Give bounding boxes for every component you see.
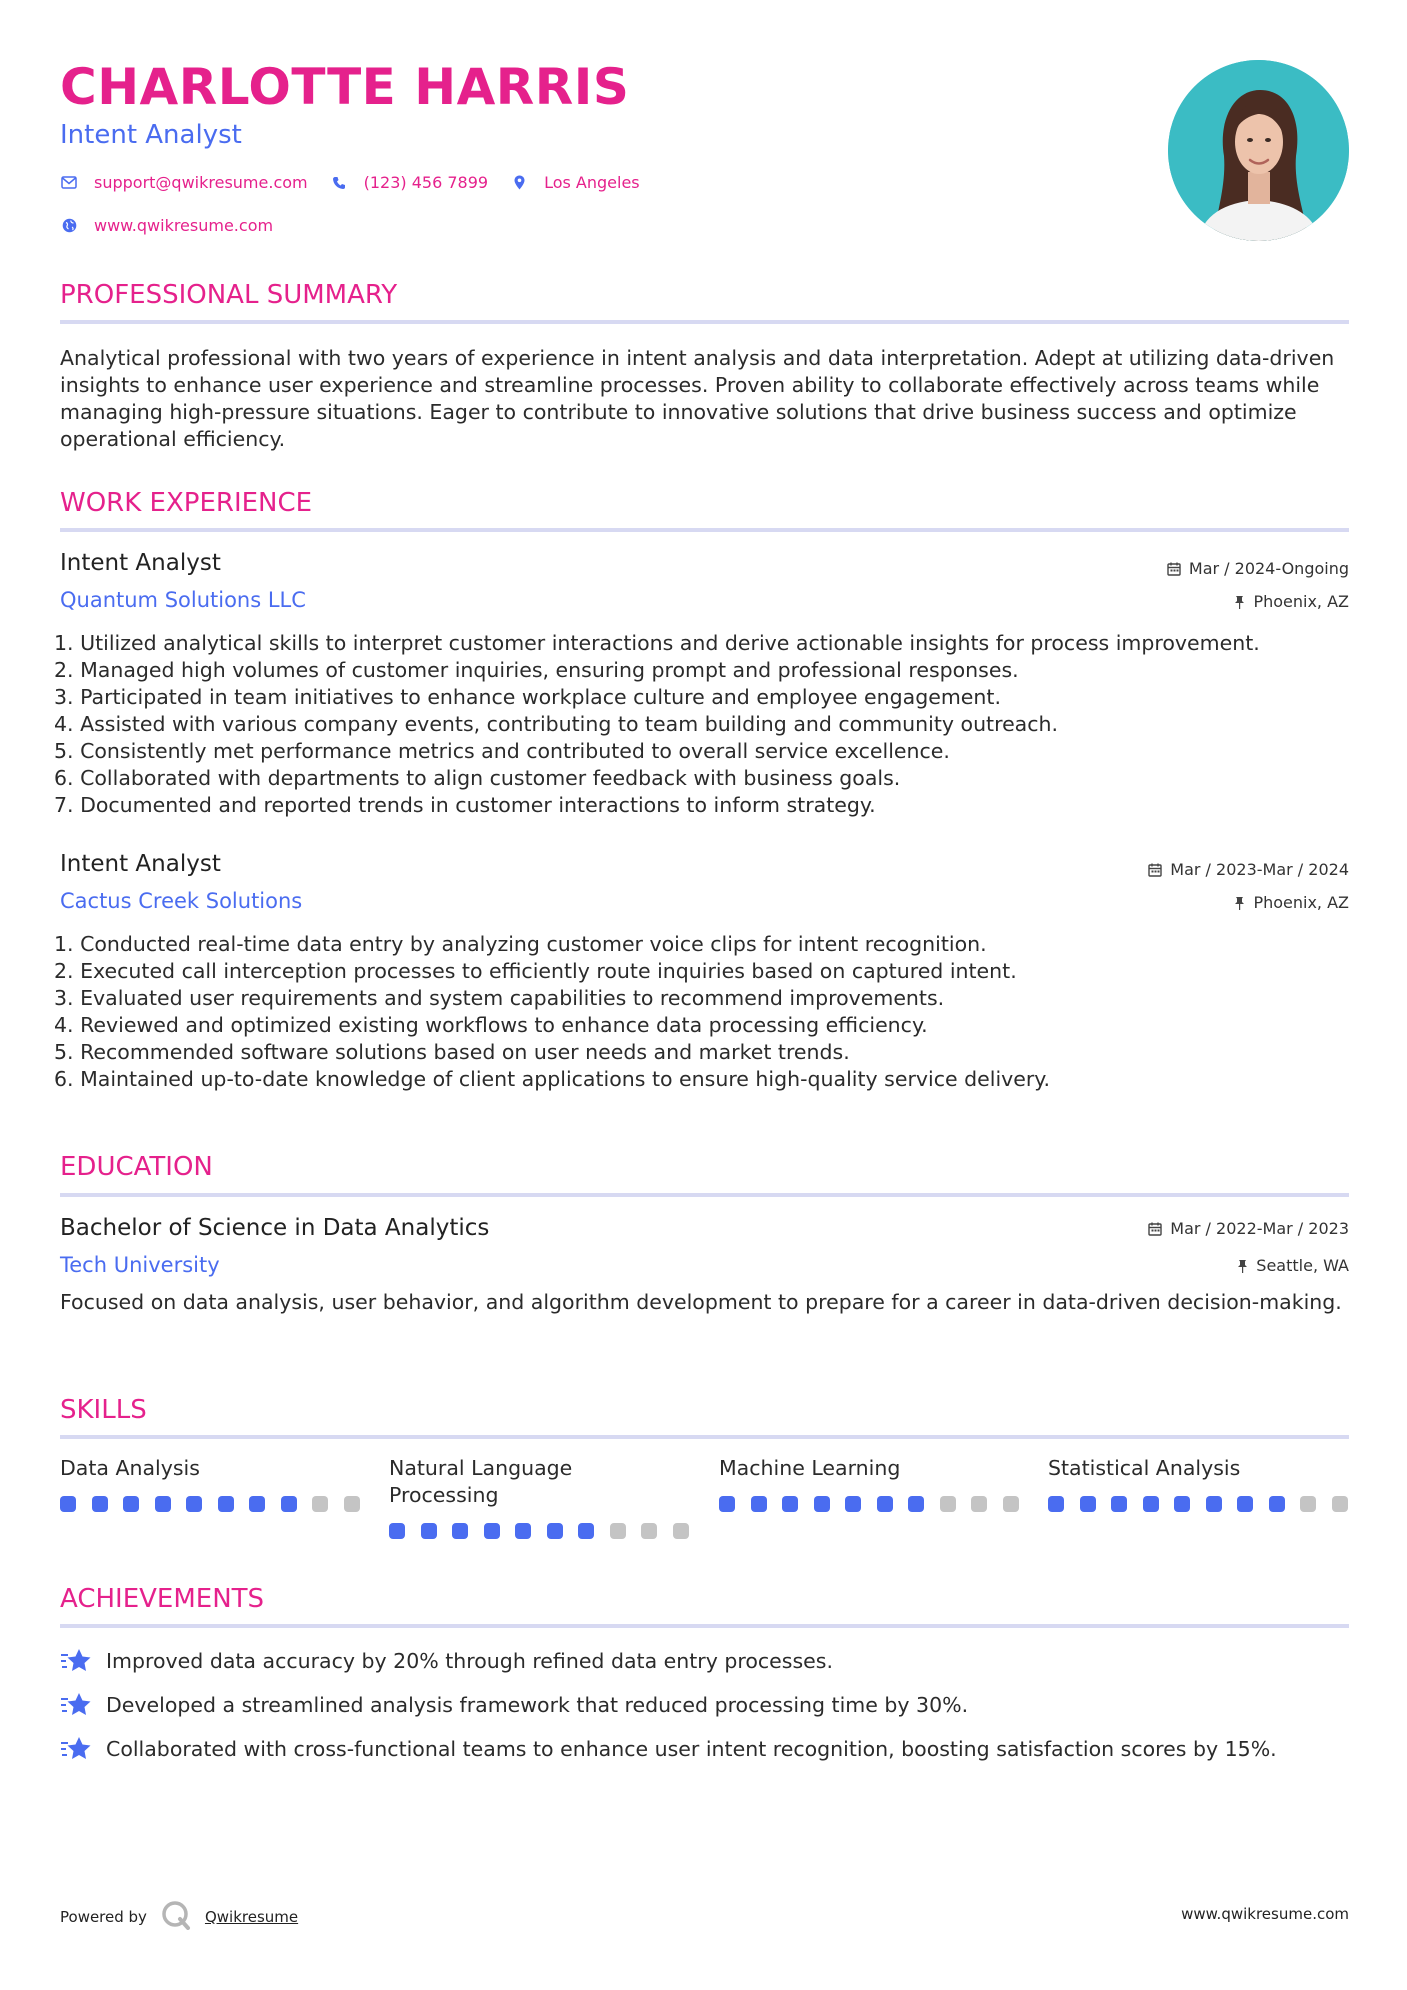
skill-name: Natural Language Processing [389,1456,573,1507]
envelope-icon [60,174,78,192]
skill-dot-filled [123,1496,139,1512]
qwikresume-logo-icon [161,1900,191,1934]
skill-dot-filled [218,1496,234,1512]
skill-dot-empty [344,1496,360,1512]
education-date-text: Mar / 2022-Mar / 2023 [1170,1219,1349,1238]
list-item: 2. Executed call interception processes to efficiently route inquiries based on captured intent. [54,959,1017,983]
achievement-text: Collaborated with cross-functional teams to enhance user intent recognition, boosting satisfaction scores by 15%. [106,1737,1277,1761]
skill-item [1048,1455,1348,1482]
section-divider [60,1193,1349,1197]
skill-item [719,1455,1019,1482]
contact-location [510,173,640,192]
skill-rating [1048,1496,1363,1512]
skill-dot-empty [1332,1496,1348,1512]
list-item: 7. Documented and reported trends in customer interactions to inform strategy. [54,793,876,817]
skill-item [60,1455,360,1482]
skill-dot-filled [1143,1496,1159,1512]
skill-dot-filled [60,1496,76,1512]
skill-dot-filled [578,1523,594,1539]
email-text: support@qwikresume.com [94,173,308,192]
contact-website[interactable] [60,216,273,235]
globe-icon [60,217,78,235]
location-text: Los Angeles [544,173,640,192]
skill-dot-filled [1174,1496,1190,1512]
contact-email[interactable] [60,173,308,192]
list-item: 5. Consistently met performance metrics and contributed to overall service excellence. [54,739,950,763]
skill-dot-filled [1269,1496,1285,1512]
job-title: Intent Analyst [60,851,221,877]
star-icon [60,1735,92,1763]
skill-dot-filled [249,1496,265,1512]
skill-dot-filled [1048,1496,1064,1512]
school-name: Tech University [60,1253,220,1277]
section-title-achievements: ACHIEVEMENTS [60,1584,265,1614]
company-name: Quantum Solutions LLC [60,588,306,612]
skill-dot-filled [515,1523,531,1539]
job-date-text: Mar / 2023-Mar / 2024 [1170,860,1349,879]
section-divider [60,528,1349,532]
skill-rating [389,1523,704,1539]
list-item: 1. Conducted real-time data entry by analyzing customer voice clips for intent recognition. [54,932,987,956]
contact-row [60,173,662,192]
list-item: 6. Maintained up-to-date knowledge of client applications to ensure high-quality service delivery. [54,1067,1051,1091]
skill-dot-empty [1003,1496,1019,1512]
footer-url[interactable]: www.qwikresume.com [1181,1905,1349,1923]
skill-name: Statistical Analysis [1048,1456,1241,1480]
website-text: www.qwikresume.com [94,216,274,235]
star-icon [60,1691,92,1719]
list-item: 6. Collaborated with departments to align customer feedback with business goals. [54,766,901,790]
skill-dot-filled [845,1496,861,1512]
skill-dot-filled [421,1523,437,1539]
job-date [1148,860,1349,879]
skill-dot-empty [610,1523,626,1539]
list-item: 5. Recommended software solutions based on user needs and market trends. [54,1040,850,1064]
section-divider [60,1624,1349,1628]
section-divider [60,1435,1349,1439]
achievement-text: Developed a streamlined analysis framework that reduced processing time by 30%. [106,1693,969,1717]
summary-text: Analytical professional with two years of experience in intent analysis and data interpretation. Adept at utilizing data-driven insights to enhance user experience and streamline processes. Proven ability to collaborate effectively across teams while managing high-pressure situations. Eager to contribute to innovative solutions that drive business success and optimize operational efficiency. [60,346,1335,451]
footer-powered-by [60,1900,298,1934]
achievement-text: Improved data accuracy by 20% through refined data entry processes. [106,1649,833,1673]
list-item: 3. Evaluated user requirements and system capabilities to recommend improvements. [54,986,945,1010]
achievement-item [60,1735,1277,1763]
list-item: 4. Reviewed and optimized existing workflows to enhance data processing efficiency. [54,1013,928,1037]
skill-rating [719,1496,1034,1512]
contact-phone[interactable] [330,173,488,192]
skill-dot-filled [719,1496,735,1512]
profile-photo [1168,60,1349,241]
list-item: 2. Managed high volumes of customer inquiries, ensuring prompt and professional responses. [54,658,1019,682]
skill-dot-filled [782,1496,798,1512]
skill-dot-filled [877,1496,893,1512]
section-title-summary: PROFESSIONAL SUMMARY [60,280,398,310]
section-title-skills: SKILLS [60,1395,147,1425]
achievement-item [60,1647,833,1675]
pushpin-icon [1237,1259,1248,1273]
skill-dot-filled [1206,1496,1222,1512]
job-location-text: Phoenix, AZ [1253,893,1349,912]
education-location [1237,1256,1349,1275]
skill-dot-empty [940,1496,956,1512]
job-bullets [54,931,1344,1093]
map-pin-icon [510,174,528,192]
skill-dot-filled [1237,1496,1253,1512]
list-item: 4. Assisted with various company events, contributing to team building and community outreach. [54,712,1059,736]
pushpin-icon [1234,595,1245,609]
section-divider [60,320,1349,324]
job-date [1167,559,1349,578]
candidate-title: Intent Analyst [60,120,242,150]
skill-dot-filled [908,1496,924,1512]
phone-icon [330,174,348,192]
list-item: 3. Participated in team initiatives to enhance workplace culture and employee engagement. [54,685,1001,709]
calendar-icon [1148,1222,1162,1236]
job-bullets [54,630,1344,819]
skill-dot-filled [547,1523,563,1539]
skill-dot-filled [155,1496,171,1512]
skill-dot-empty [641,1523,657,1539]
job-location [1234,893,1349,912]
job-date-text: Mar / 2024-Ongoing [1188,559,1349,578]
skill-name: Data Analysis [60,1456,200,1480]
education-location-text: Seattle, WA [1256,1256,1349,1275]
education-date [1148,1219,1349,1238]
skill-dot-empty [1300,1496,1316,1512]
skill-dot-filled [484,1523,500,1539]
skill-dot-filled [186,1496,202,1512]
skill-dot-filled [452,1523,468,1539]
skill-rating [60,1496,375,1512]
section-title-experience: WORK EXPERIENCE [60,488,313,518]
skill-dot-filled [1111,1496,1127,1512]
candidate-name: CHARLOTTE HARRIS [60,58,630,116]
skill-item [389,1455,669,1509]
pushpin-icon [1234,896,1245,910]
calendar-icon [1167,562,1181,576]
powered-by-label: Powered by [60,1908,147,1926]
achievement-item [60,1691,968,1719]
skill-dot-empty [312,1496,328,1512]
skill-dot-empty [673,1523,689,1539]
phone-text: (123) 456 7899 [363,173,489,192]
education-description: Focused on data analysis, user behavior, and algorithm development to prepare for a career in data-driven decision-making. [60,1290,1342,1314]
skill-dot-filled [92,1496,108,1512]
skill-dot-filled [1080,1496,1096,1512]
skill-dot-filled [389,1523,405,1539]
section-title-education: EDUCATION [60,1152,213,1182]
list-item: 1. Utilized analytical skills to interpret customer interactions and derive actionable insights for process improvement. [54,631,1260,655]
job-title: Intent Analyst [60,550,221,576]
company-name: Cactus Creek Solutions [60,889,303,913]
job-location [1234,592,1349,611]
star-icon [60,1647,92,1675]
skill-dot-filled [751,1496,767,1512]
calendar-icon [1148,863,1162,877]
job-location-text: Phoenix, AZ [1253,592,1349,611]
skill-dot-filled [281,1496,297,1512]
skill-dot-filled [814,1496,830,1512]
contact-row-2 [60,216,295,235]
skill-name: Machine Learning [719,1456,901,1480]
brand-link[interactable]: Qwikresume [204,1908,299,1926]
degree-title: Bachelor of Science in Data Analytics [60,1215,490,1241]
skill-dot-empty [971,1496,987,1512]
